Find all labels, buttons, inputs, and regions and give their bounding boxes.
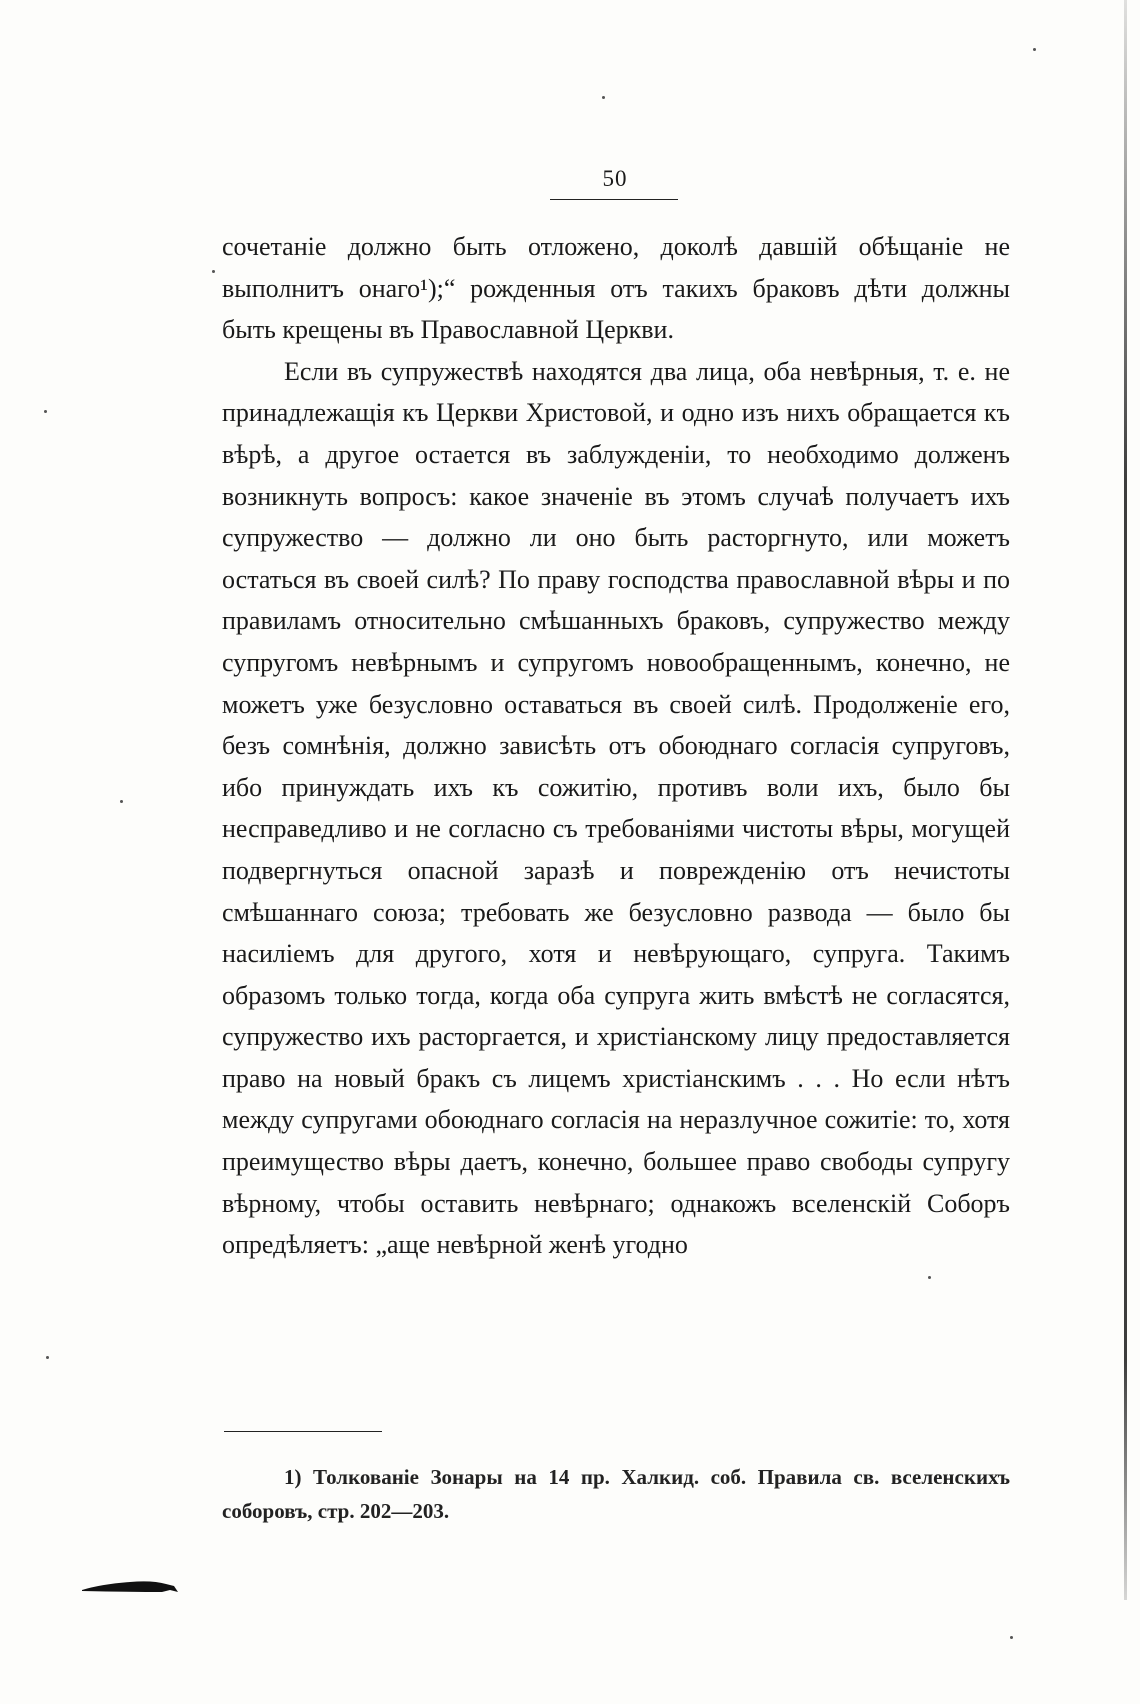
paragraph: Если въ супружествѣ находятся два лица, оба невѣрныя, т. е. не принадлежащія къ Церкви Христовой, и одно изъ нихъ обращается къ вѣрѣ, а другое остается въ заблужденіи, то необходимо долженъ возникнуть вопросъ: какое значеніе въ этомъ случаѣ получаетъ ихъ супружество — должно ли оно быть расторгнуто, или можетъ остаться въ своей силѣ? По праву господства православной вѣры и по правиламъ относительно смѣшанныхъ браковъ, супружество между супругомъ невѣрнымъ и супругомъ новообращеннымъ, конечно, не можетъ уже безусловно оставаться въ своей силѣ. Продолженіе его, безъ сомнѣнія, должно зависѣть отъ обоюднаго согласія супруговъ, ибо принуждать ихъ къ сожитію, противъ воли ихъ, было бы несправедливо и не согласно съ требованіями чистоты вѣры, могущей подвергнуться опасной заразѣ и поврежденію отъ нечистоты смѣшаннаго союза; требовать же безусловно развода — было бы насиліемъ для другого, хотя и невѣрующаго, супруга. Такимъ образомъ только тогда, когда оба супруга жить вмѣстѣ не согласятся, супружество ихъ расторгается, и христіанскому лицу предоставляется право на новый бракъ съ лицемъ христіанскимъ . . . Но если нѣтъ между супругами обоюднаго согласія на неразлучное сожитіе: то, хотя преимущество вѣры даетъ, конечно, большее право свободы супругу вѣрному, чтобы оставить невѣрнаго; однакожъ вселенскій Соборъ опредѣляетъ: „аще невѣрной женѣ угодно xyxy=(222,356,1010,1260)
speck xyxy=(1010,1636,1013,1639)
footnote: 1) Толкованіе Зонары на 14 пр. Халкид. соб. Правила св. вселенскихъ соборовъ, стр. 202—203. xyxy=(222,1465,1010,1523)
page-edge-line xyxy=(1124,0,1127,1600)
speck xyxy=(46,1356,49,1359)
speck xyxy=(212,270,215,273)
page-number: 50 xyxy=(602,166,628,191)
paragraph-continuation: сочетаніе должно быть отложено, доколѣ давшій обѣщаніе не выполнитъ онаго¹);“ рожденныя отъ такихъ браковъ дѣти должны быть крещены въ Православной Церкви. xyxy=(222,232,1010,345)
speck xyxy=(602,96,605,99)
speck xyxy=(120,800,123,803)
ink-smudge xyxy=(82,1578,180,1594)
body-text xyxy=(222,226,1010,1266)
page-number-rule xyxy=(550,199,678,200)
speck xyxy=(928,1276,931,1279)
speck xyxy=(44,410,47,413)
speck xyxy=(1033,48,1036,51)
footnote-separator xyxy=(224,1431,382,1432)
